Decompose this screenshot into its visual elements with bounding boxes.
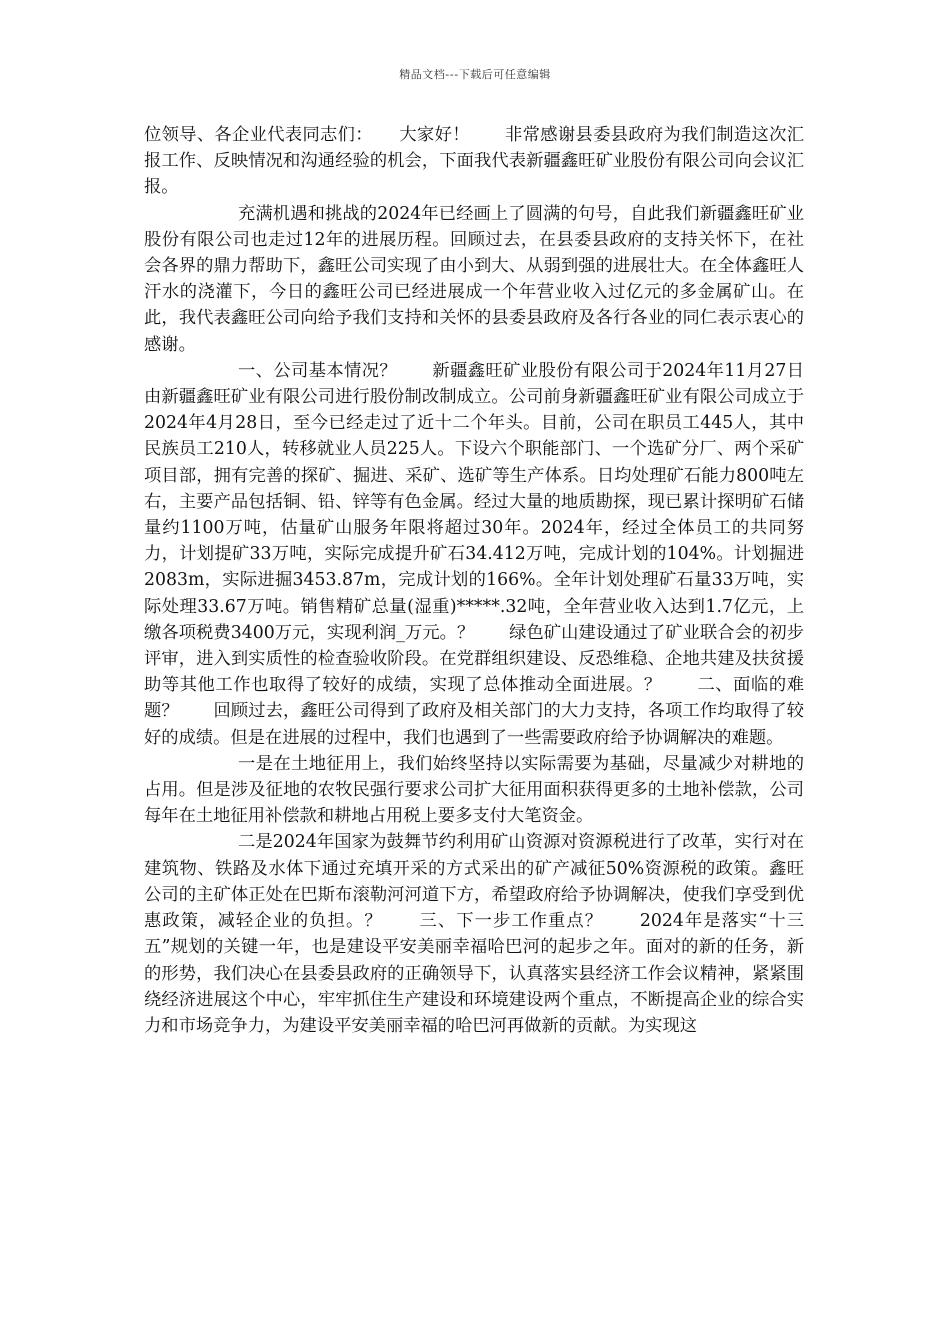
paragraph-greeting: 位领导、各企业代表同志们： 大家好！ 非常感谢县委县政府为我们制造这次汇报工作、反映情况和沟通经验的机会，下面我代表新疆鑫旺矿业股份有限公司向会议汇报。 <box>144 125 804 198</box>
paragraph-tax-and-plans: 二是2024年国家为鼓舞节约利用矿山资源对资源税进行了改革，实行对在建筑物、铁路及水体下通过充填开采的方式采出的矿产减征50%资源税的政策。鑫旺公司的主矿体正处在巴斯布滚勒河河道下方，希望政府给予协调解决，使我们享受到优惠政策，减轻企业的负担。？ 三、下一步工作重点？ 2024年是落实“十三五”规划的关键一年，也是建设平安美丽幸福哈巴河的起步之年。面对的新的任务，新的形势，我们决心在县委县政府的正确领导下，认真落实县经济工作会议精神，紧紧围绕经济进展这个中心，牢牢抓住生产建设和环境建设两个重点，不断提高企业的综合实力和市场竞争力，为建设平安美丽幸福的哈巴河再做新的贡献。为实现这 <box>144 832 804 1036</box>
document-body <box>144 122 804 1039</box>
paragraph-review: 充满机遇和挑战的2024年已经画上了圆满的句号，自此我们新疆鑫旺矿业股份有限公司也走过12年的进展历程。回顾过去，在县委县政府的支持关怀下，在社会各界的鼎力帮助下，鑫旺公司实现了由小到大、从弱到强的进展壮大。在全体鑫旺人汗水的浇灌下，今日的鑫旺公司已经进展成一个年营业收入过亿元的多金属矿山。在此，我代表鑫旺公司向给予我们支持和关怀的县委县政府及各行各业的同仁表示衷心的感谢。 <box>144 203 804 355</box>
page-header: 精品文档---下载后可任意编辑 <box>399 68 551 81</box>
paragraph-company-overview: 一、公司基本情况？ 新疆鑫旺矿业股份有限公司于2024年11月27日由新疆鑫旺矿业有限公司进行股份制改制成立。公司前身新疆鑫旺矿业有限公司成立于2024年4月28日，至今已经走过了近十二个年头。目前，公司在职员工445人，其中民族员工210人，转移就业人员225人。下设六个职能部门、一个选矿分厂、两个采矿项目部，拥有完善的探矿、掘进、采矿、选矿等生产体系。日均处理矿石能力800吨左右，主要产品包括铜、铅、锌等有色金属。经过大量的地质勘探，现已累计探明矿石储量约1100万吨，估量矿山服务年限将超过30年。2024年，经过全体员工的共同努力，计划提矿33万吨，实际完成提升矿石34.412万吨，完成计划的104%。计划掘进2083m，实际进掘3453.87m，完成计划的166%。全年计划处理矿石量33万吨，实际处理33.67万吨。销售精矿总量(湿重)*****.32吨，全年营业收入达到1.7亿元，上缴各项税费3400万元，实现利润_万元。？ 绿色矿山建设通过了矿业联合会的初步评审，进入到实质性的检查验收阶段。在党群组织建设、反恐维稳、企地共建及扶贫援助等其他工作也取得了较好的成绩，实现了总体推动全面进展。？ 二、面临的难题？ 回顾过去，鑫旺公司得到了政府及相关部门的大力支持，各项工作均取得了较好的成绩。但是在进展的过程中，我们也遇到了一些需要政府给予协调解决的难题。 <box>144 360 804 748</box>
paragraph-land-issue: 一是在土地征用上，我们始终坚持以实际需要为基础，尽量减少对耕地的占用。但是涉及征地的农牧民强行要求公司扩大征用面积获得更多的土地补偿款，公司每年在土地征用补偿款和耕地占用税上要多支付大笔资金。 <box>144 753 804 827</box>
